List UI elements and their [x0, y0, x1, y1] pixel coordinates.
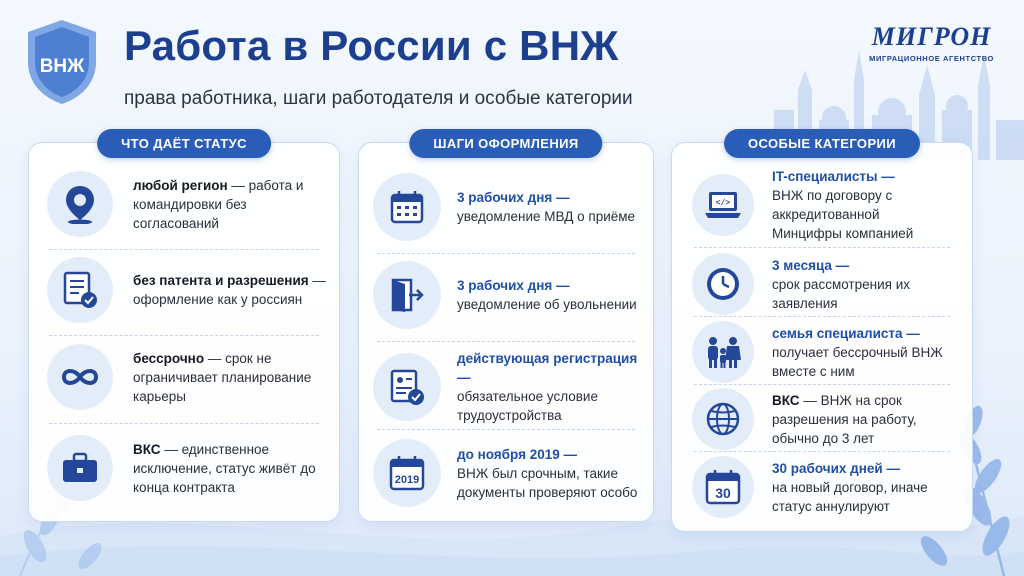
steps-card-label: ШАГИ ОФОРМЛЕНИЯ — [409, 129, 602, 158]
list-item: 3 рабочих дня — уведомление об увольнении — [373, 261, 653, 329]
laptop-code-icon — [692, 174, 754, 236]
page-subtitle: права работника, шаги работодателя и особые категории — [124, 88, 633, 109]
list-item: семья специалиста — получает бессрочный ВНЖ вместе с ним — [692, 321, 972, 383]
list-item: действующая регистрация — обязательное условие трудоустройства — [373, 349, 653, 425]
divider — [694, 451, 950, 452]
shield-label: ВНЖ — [39, 56, 85, 77]
steps-card — [358, 136, 654, 522]
svg-text:</>: </> — [715, 199, 731, 208]
list-item: ВКС — единственное исключение, статус живёт до конца контракта — [47, 435, 339, 501]
document-check-icon — [47, 257, 113, 323]
divider — [377, 341, 635, 342]
divider — [49, 335, 319, 336]
family-icon — [692, 321, 754, 383]
divider — [377, 253, 635, 254]
page-title: Работа в России с ВНЖ — [124, 22, 619, 69]
brand-logo — [869, 22, 994, 63]
list-item: </> IT-специалисты — ВНЖ по договору с аккредитованной Минцифры компанией — [692, 167, 972, 243]
list-item: любой регион — работа и командировки без согласований — [47, 171, 339, 237]
list-item: 3 месяца — срок рассмотрения их заявления — [692, 253, 972, 315]
exit-door-icon — [373, 261, 441, 329]
map-pin-icon — [47, 171, 113, 237]
briefcase-icon — [47, 435, 113, 501]
svg-text:2019: 2019 — [394, 474, 420, 486]
list-item: без патента и разрешения — оформление как у россиян — [47, 257, 339, 323]
svg-text:30: 30 — [715, 485, 731, 501]
divider — [377, 429, 635, 430]
calendar-icon — [373, 173, 441, 241]
status-card — [28, 136, 340, 522]
divider — [694, 384, 950, 385]
calendar-2019-icon — [373, 439, 441, 507]
globe-icon — [692, 388, 754, 450]
divider — [694, 316, 950, 317]
list-item: 3 рабочих дня — уведомление МВД о приёме — [373, 173, 653, 241]
list-item: 30 30 рабочих дней — на новый договор, иначе статус аннулируют — [692, 456, 972, 518]
id-card-check-icon — [373, 353, 441, 421]
clock-icon — [692, 253, 754, 315]
divider — [49, 249, 319, 250]
brand-name: МИГРОН — [871, 22, 992, 51]
infinity-icon — [47, 344, 113, 410]
list-item: бессрочно — срок не ограничивает планирование карьеры — [47, 344, 339, 410]
divider — [49, 423, 319, 424]
categories-card-label: ОСОБЫЕ КАТЕГОРИИ — [724, 129, 920, 158]
list-item: ВКС — ВНЖ на срок разрешения на работу, обычно до 3 лет — [692, 388, 972, 450]
categories-card — [671, 136, 973, 532]
calendar-30-icon — [692, 456, 754, 518]
status-card-label: ЧТО ДАЁТ СТАТУС — [97, 129, 271, 158]
vnzh-shield-icon — [24, 18, 100, 106]
list-item: 2019 до ноября 2019 — ВНЖ был срочным, такие документы проверяют особо — [373, 439, 653, 507]
brand-tagline: МИГРАЦИОННОЕ АГЕНТСТВО — [869, 54, 994, 63]
divider — [694, 247, 950, 248]
